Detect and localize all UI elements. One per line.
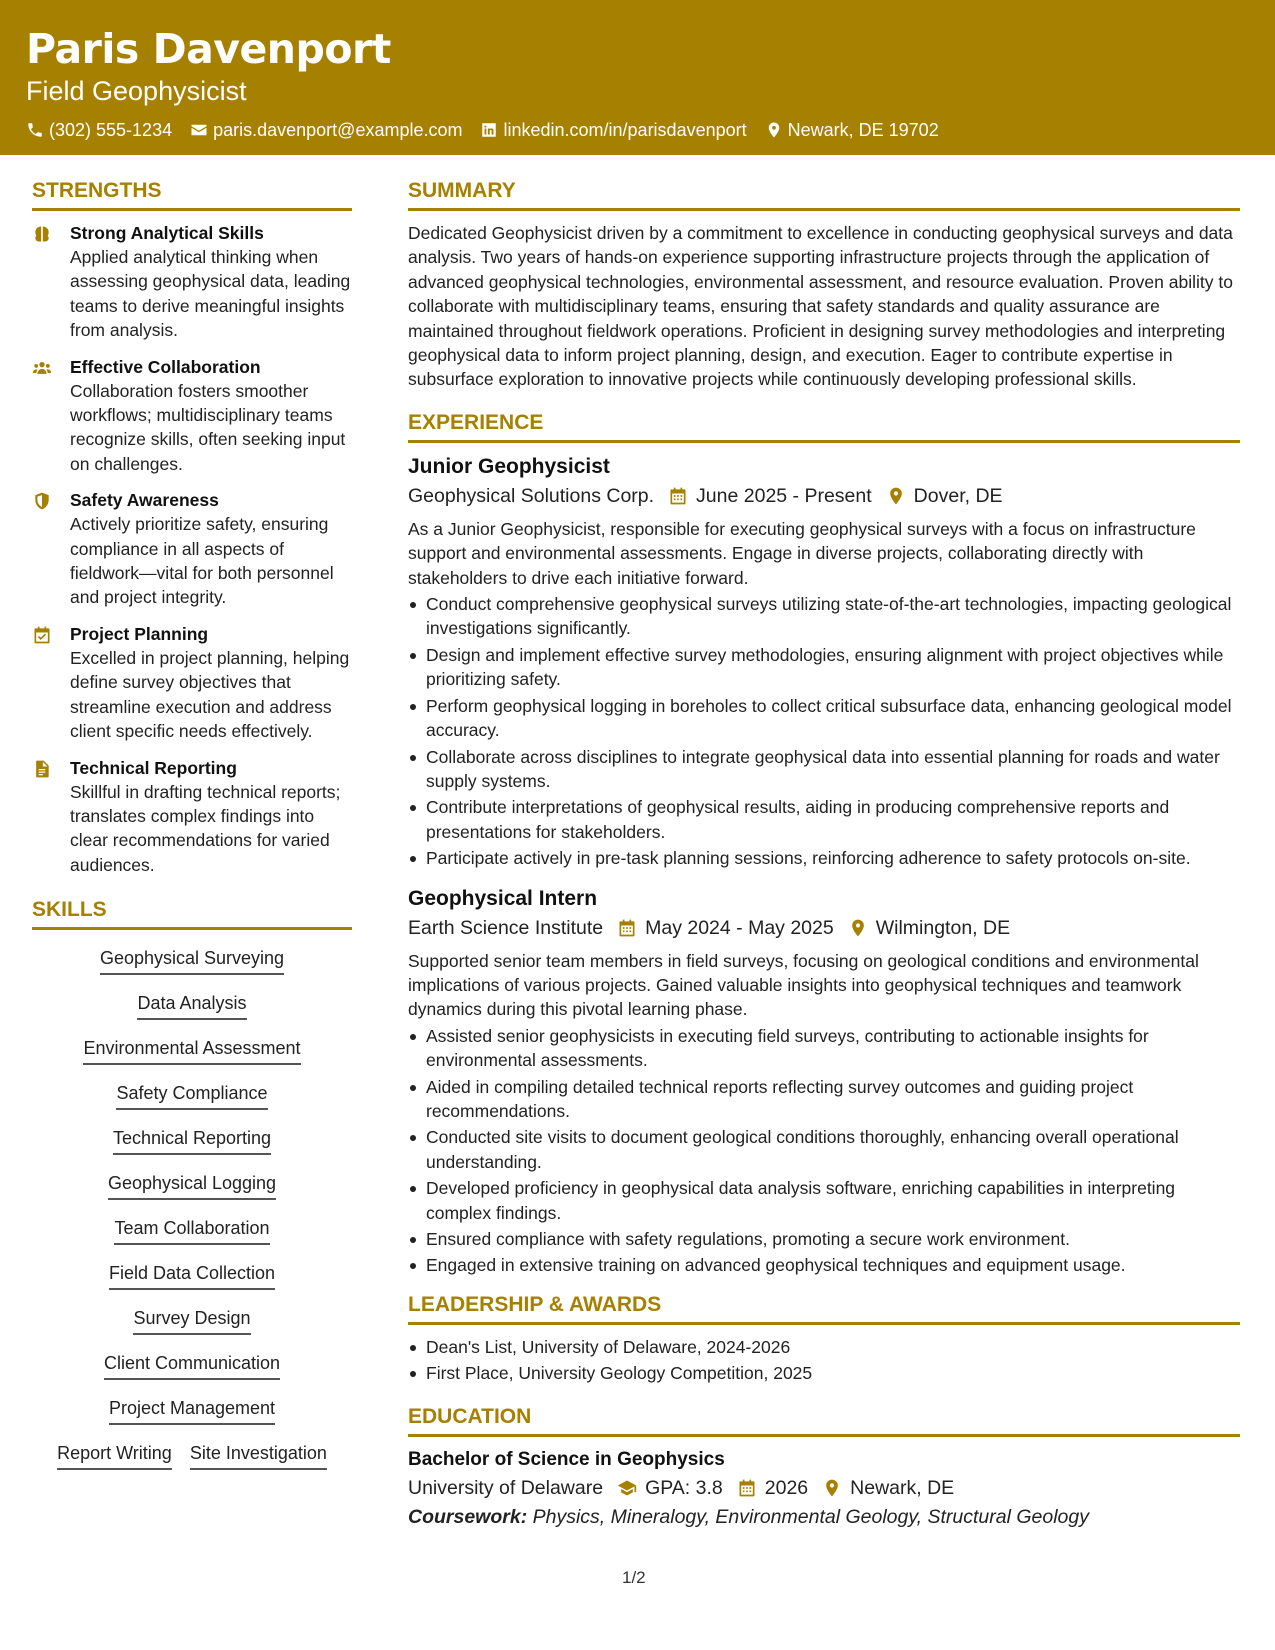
map-pin-icon	[822, 1478, 842, 1498]
bullet-item: Contribute interpretations of geophysical results, aiding in producing comprehensive reports and presentations for stakeholders.	[408, 795, 1240, 844]
skills-list	[32, 940, 352, 1486]
gpa-text: GPA: 3.8	[645, 1476, 723, 1499]
bullet-item: Assisted senior geophysicists in executing field surveys, contributing to actionable insights for environmental assessments.	[408, 1024, 1240, 1073]
coursework-text: Physics, Mineralogy, Environmental Geology, Structural Geology	[532, 1505, 1089, 1528]
skill-tag: Report Writing	[57, 1441, 172, 1470]
strength-desc: Applied analytical thinking when assessing geophysical data, leading teams to derive meaningful insights from analysis.	[70, 247, 351, 341]
contact-linkedin[interactable]	[480, 118, 746, 142]
job-company: Earth Science Institute	[408, 916, 604, 939]
school: University of Delaware	[408, 1476, 604, 1499]
calendar-icon	[737, 1478, 757, 1498]
contact-phone[interactable]	[26, 118, 172, 142]
bullet-item: Developed proficiency in geophysical data analysis software, enriching capabilities in interpreting complex findings.	[408, 1176, 1240, 1225]
strength-item	[32, 756, 352, 878]
calendar-icon	[617, 918, 637, 938]
graduation-cap-icon	[617, 1478, 637, 1498]
education-heading: EDUCATION	[408, 1404, 1240, 1437]
page-number: 1/2	[622, 1568, 646, 1587]
skill-tag: Data Analysis	[137, 991, 246, 1020]
bullet-item: Ensured compliance with safety regulations, promoting a secure work environment.	[408, 1227, 1240, 1251]
bullet-item: Conducted site visits to document geological conditions thoroughly, enhancing overall operational understanding.	[408, 1125, 1240, 1174]
calendar-check-icon	[32, 625, 52, 645]
job-dates-text: May 2024 - May 2025	[645, 916, 834, 939]
job-location	[848, 913, 1010, 943]
awards-heading: LEADERSHIP & AWARDS	[408, 1292, 1240, 1325]
job-location	[886, 481, 1003, 511]
bullet-item: Participate actively in pre-task planning sessions, reinforcing adherence to safety protocols on-site.	[408, 846, 1240, 870]
skill-tag: Technical Reporting	[113, 1126, 271, 1155]
job-bullets	[408, 592, 1240, 870]
grad-year-text: 2026	[764, 1476, 809, 1499]
shield-icon	[32, 491, 52, 511]
awards-list	[408, 1335, 1240, 1386]
linkedin-icon	[480, 121, 498, 139]
job-position: Junior Geophysicist	[408, 454, 610, 478]
job-dates	[668, 481, 872, 511]
email-text: paris.davenport@example.com	[213, 120, 463, 140]
file-icon	[32, 759, 52, 779]
strength-item	[32, 622, 352, 744]
job-location-text: Wilmington, DE	[875, 916, 1011, 939]
location-text: Newark, DE 19702	[787, 120, 939, 140]
map-pin-icon	[886, 486, 906, 506]
linkedin-text: linkedin.com/in/parisdavenport	[503, 120, 747, 140]
strength-desc: Skillful in drafting technical reports; translates complex findings into clear recommendations for varied audiences.	[70, 781, 341, 875]
bullet-item: Perform geophysical logging in boreholes to collect critical subsurface data, enhancing geological model accuracy.	[408, 694, 1240, 743]
strength-title: Technical Reporting	[70, 757, 237, 778]
summary-heading: SUMMARY	[408, 178, 1240, 211]
strength-title: Effective Collaboration	[70, 356, 261, 377]
calendar-icon	[668, 486, 688, 506]
contact-email[interactable]	[190, 118, 462, 142]
job-entry	[408, 453, 1240, 871]
skill-tag: Survey Design	[133, 1306, 250, 1335]
job-location-text: Dover, DE	[913, 484, 1003, 507]
gpa	[617, 1473, 723, 1503]
strength-desc: Actively prioritize safety, ensuring compliance in all aspects of fieldwork—vital for both personnel and project integrity.	[70, 514, 334, 608]
header	[0, 0, 1275, 155]
map-pin-icon	[848, 918, 868, 938]
phone-icon	[26, 121, 44, 139]
strengths-heading: STRENGTHS	[32, 178, 352, 211]
job-position: Geophysical Intern	[408, 886, 598, 910]
bullet-item: Aided in compiling detailed technical reports reflecting survey outcomes and guiding project recommendations.	[408, 1075, 1240, 1124]
bullet-item: Engaged in extensive training on advanced geophysical techniques and equipment usage.	[408, 1253, 1240, 1277]
school-location-text: Newark, DE	[850, 1476, 955, 1499]
bullet-item: Conduct comprehensive geophysical surveys utilizing state-of-the-art technologies, impacting geological investigations significantly.	[408, 592, 1240, 641]
job-description: Supported senior team members in field surveys, focusing on geological conditions and environmental implications of various projects. Gained valuable insights into geophysical techniques and teamwork dynamics during this pivotal learning phase.	[408, 950, 1199, 1020]
job-meta	[408, 481, 1240, 511]
summary-text: Dedicated Geophysicist driven by a commitment to excellence in conducting geophysical surveys and data analysis. Two years of hands-on experience supporting infrastructure projects through the application of advanced geophysical technologies, environmental assessment, and resource evaluation. Proven ability to collaborate with multidisciplinary teams, ensuring that safety standards and quality assurance are maintained throughout fieldwork operations. Proficient in designing survey methodologies and interpreting geophysical data to inform project planning, design, and execution. Eager to contribute expertise in subsurface exploration to innovative projects while continuously developing professional skills.	[408, 223, 1233, 390]
skill-tag: Team Collaboration	[114, 1216, 269, 1245]
job-meta	[408, 913, 1240, 943]
skill-tag: Environmental Assessment	[83, 1036, 300, 1065]
job-entry	[408, 885, 1240, 1278]
award-item: First Place, University Geology Competition, 2025	[408, 1361, 1240, 1385]
strength-title: Safety Awareness	[70, 490, 219, 511]
award-item: Dean's List, University of Delaware, 2024-2026	[408, 1335, 1240, 1359]
strength-desc: Excelled in project planning, helping define survey objectives that streamline execution and address client specific needs effectively.	[70, 647, 350, 742]
contact-bar	[26, 118, 1249, 142]
job-dates-text: June 2025 - Present	[696, 484, 872, 507]
grad-year	[737, 1473, 808, 1503]
job-dates	[617, 913, 834, 943]
job-bullets	[408, 1024, 1240, 1278]
job-title: Field Geophysicist	[26, 76, 247, 106]
strength-desc: Collaboration fosters smoother workflows; multidisciplinary teams recognize skills, often seeking input on challenges.	[70, 380, 346, 474]
skill-tag: Project Management	[109, 1396, 275, 1425]
bullet-item: Collaborate across disciplines to integrate geophysical data into essential planning for roads and water supply systems.	[408, 745, 1240, 794]
skill-tag: Geophysical Surveying	[100, 946, 284, 975]
bullet-item: Design and implement effective survey methodologies, ensuring alignment with project objectives while prioritizing safety.	[408, 643, 1240, 692]
contact-location	[765, 118, 939, 142]
strength-title: Strong Analytical Skills	[70, 223, 264, 243]
phone-text: (302) 555-1234	[49, 120, 173, 140]
envelope-icon	[190, 121, 208, 139]
skill-tag: Client Communication	[104, 1351, 280, 1380]
strength-item	[32, 221, 352, 343]
strength-item	[32, 488, 352, 610]
coursework	[408, 1503, 1240, 1531]
experience-heading: EXPERIENCE	[408, 410, 1240, 443]
right-column	[408, 178, 1240, 1531]
strength-title: Project Planning	[70, 623, 209, 644]
strength-item	[32, 355, 352, 477]
brain-icon	[32, 224, 52, 244]
users-icon	[32, 358, 52, 378]
coursework-label: Coursework:	[408, 1505, 528, 1528]
candidate-name: Paris Davenport	[26, 25, 391, 73]
skill-tag: Site Investigation	[190, 1441, 327, 1470]
skills-heading: SKILLS	[32, 897, 352, 930]
skill-tag: Geophysical Logging	[108, 1171, 276, 1200]
left-column	[32, 178, 352, 1486]
education-meta	[408, 1473, 1240, 1503]
degree: Bachelor of Science in Geophysics	[408, 1448, 725, 1470]
school-location	[822, 1473, 954, 1503]
map-pin-icon	[765, 121, 783, 139]
job-description: As a Junior Geophysicist, responsible for executing geophysical surveys with a focus on infrastructure support and environmental assessments. Engage in diverse projects, collaborating directly with stakeholders to drive each initiative forward.	[408, 518, 1196, 588]
skill-tag: Safety Compliance	[116, 1081, 267, 1110]
skill-tag: Field Data Collection	[109, 1261, 275, 1290]
job-company: Geophysical Solutions Corp.	[408, 484, 655, 507]
